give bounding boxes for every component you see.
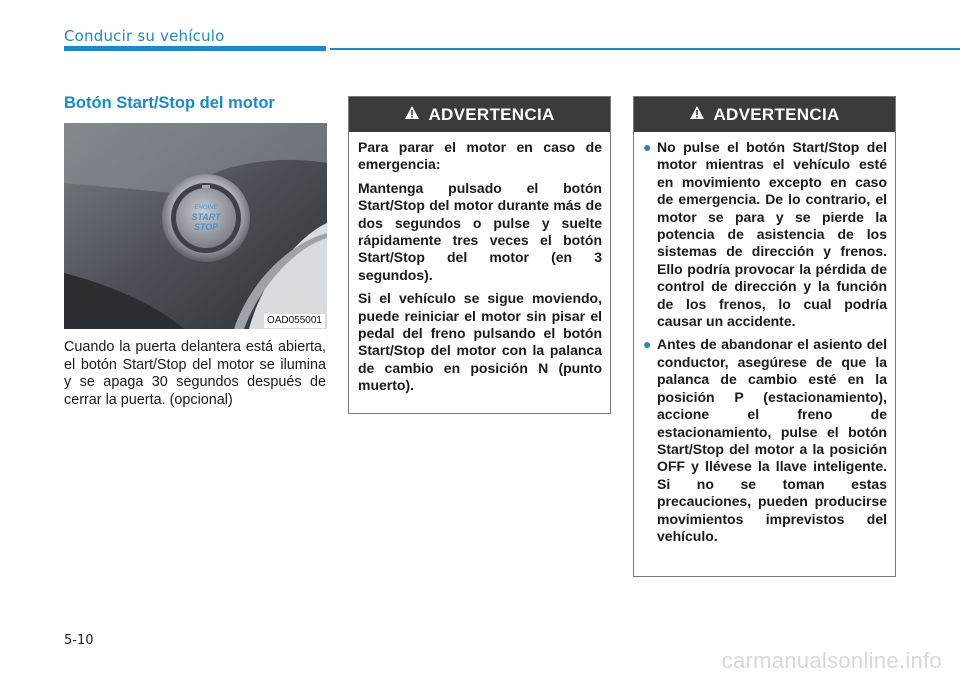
start-stop-button-photo [64, 123, 327, 329]
list-item [643, 139, 887, 330]
warning-title-2: ADVERTENCIA [713, 104, 840, 124]
header-rule-thin [330, 48, 960, 50]
page-number: 5-10 [64, 633, 94, 648]
warning-title-1: ADVERTENCIA [428, 104, 555, 124]
body-paragraph: Cuando la puerta delantera está abierta, el botón Start/Stop del motor se ilumina y se apaga 30 segundos después de cerrar la puerta. (opcional) [64, 339, 326, 408]
section-title: Conducir su vehículo [64, 27, 225, 45]
start-label: START [191, 212, 221, 222]
warning-triangle-icon [404, 105, 420, 125]
warning1-paragraph: Para parar el motor en caso de emergencia: [358, 139, 602, 173]
warning-header-1 [349, 97, 610, 132]
dashboard-illustration [64, 123, 327, 329]
bullet-text: No pulse el botón Start/Stop del motor mientras el vehículo esté en movimiento excepto en caso de emergencia. De lo contrario, el motor se para y se pierde la potencia de asistencia de los sistemas de dirección y frenos. Ello podría provocar la pérdida de control de dirección y la función de los frenos, lo cual podría causar un accidente. [657, 139, 887, 330]
warning1-paragraph: Si el vehículo se sigue moviendo, puede reiniciar el motor sin pisar el pedal del freno pulsando el botón Start/Stop del motor con la palanca de cambio en posición N (punto muerto). [358, 290, 602, 394]
warning-triangle-icon [689, 105, 705, 125]
warning-header-2 [634, 97, 895, 132]
engine-label: ENGINE [194, 205, 218, 211]
bullet-icon: ● [643, 139, 652, 155]
photo-caption: OAD055001 [264, 314, 325, 328]
warning-box-1 [348, 96, 611, 414]
warning1-paragraph: Mantenga pulsado el botón Start/Stop del motor durante más de dos segundos o pulse y suelte rápidamente tres veces el botón Start/Stop del motor (en 3 segundos). [358, 179, 602, 283]
list-item [643, 336, 887, 545]
warning-box-2 [633, 96, 896, 577]
bullet-text: Antes de abandonar el asiento del conductor, asegúrese de que la palanca de cambio esté en la posición P (estacionamiento), accione el freno de estacionamiento, pulse el botón Start/Stop del motor a la posición OFF y llévese la llave inteligente. Si no se toman estas precauciones, pueden producirse movimientos imprevistos del vehículo. [657, 336, 887, 544]
watermark: carmanualsonline.info [721, 648, 942, 673]
stop-label: STOP [193, 222, 219, 232]
bullet-icon: ● [643, 336, 652, 353]
section-heading: Botón Start/Stop del motor [64, 94, 275, 112]
header-rule-thick [64, 46, 326, 51]
